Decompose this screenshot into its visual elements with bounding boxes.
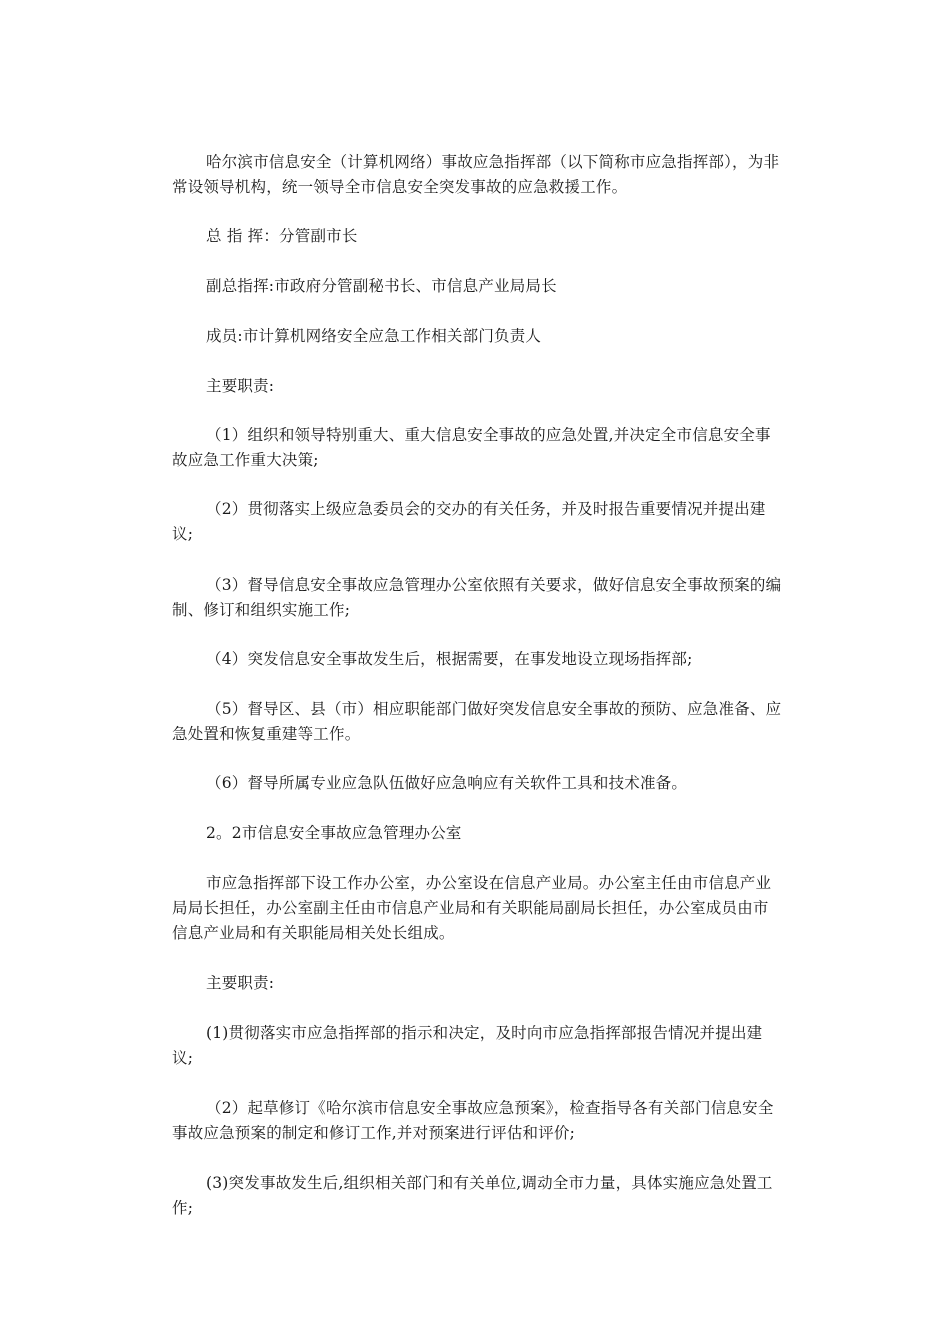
- members-line: 成员:市计算机网络安全应急工作相关部门负责人: [206, 327, 542, 345]
- duty-item-1: （1）组织和领导特别重大、重大信息安全事故的应急处置,并决定全市信息安全事故应急工作重大决策;: [172, 426, 771, 469]
- deputy-commander-line: 副总指挥:市政府分管副秘书长、市信息产业局局长: [206, 277, 557, 295]
- intro-paragraph: 哈尔滨市信息安全（计算机网络）事故应急指挥部（以下简称市应急指挥部），为非常设领导机构，统一领导全市信息安全突发事故的应急救援工作。: [172, 153, 780, 196]
- office-paragraph: 市应急指挥部下设工作办公室，办公室设在信息产业局。办公室主任由市信息产业局局长担任，办公室副主任由市信息产业局和有关职能局副局长担任，办公室成员由市信息产业局和有关职能局相关处长组成。: [172, 874, 772, 942]
- duty-item-2: （2）贯彻落实上级应急委员会的交办的有关任务，并及时报告重要情况并提出建议;: [172, 500, 766, 543]
- commander-line: 总 指 挥：分管副市长: [206, 227, 358, 245]
- section-heading: 2。2市信息安全事故应急管理办公室: [206, 824, 462, 842]
- office-duties-heading: 主要职责:: [206, 974, 275, 992]
- duty-item-4: （4）突发信息安全事故发生后，根据需要，在事发地设立现场指挥部;: [206, 650, 693, 668]
- duty-item-6: （6）督导所属专业应急队伍做好应急响应有关软件工具和技术准备。: [206, 774, 688, 792]
- duty-item-3: （3）督导信息安全事故应急管理办公室依照有关要求，做好信息安全事故预案的编制、修订和组织实施工作;: [172, 576, 782, 619]
- office-duty-item-3: (3)突发事故发生后,组织相关部门和有关单位,调动全市力量，具体实施应急处置工作;: [172, 1174, 773, 1217]
- office-duty-item-2: （2）起草修订《哈尔滨市信息安全事故应急预案》，检查指导各有关部门信息安全事故应急预案的制定和修订工作,并对预案进行评估和评价;: [172, 1099, 774, 1142]
- duties-heading: 主要职责:: [206, 377, 275, 395]
- duty-item-5: （5）督导区、县（市）相应职能部门做好突发信息安全事故的预防、应急准备、应急处置和恢复重建等工作。: [172, 700, 782, 743]
- office-duty-item-1: (1)贯彻落实市应急指挥部的指示和决定，及时向市应急指挥部报告情况并提出建议;: [172, 1024, 763, 1067]
